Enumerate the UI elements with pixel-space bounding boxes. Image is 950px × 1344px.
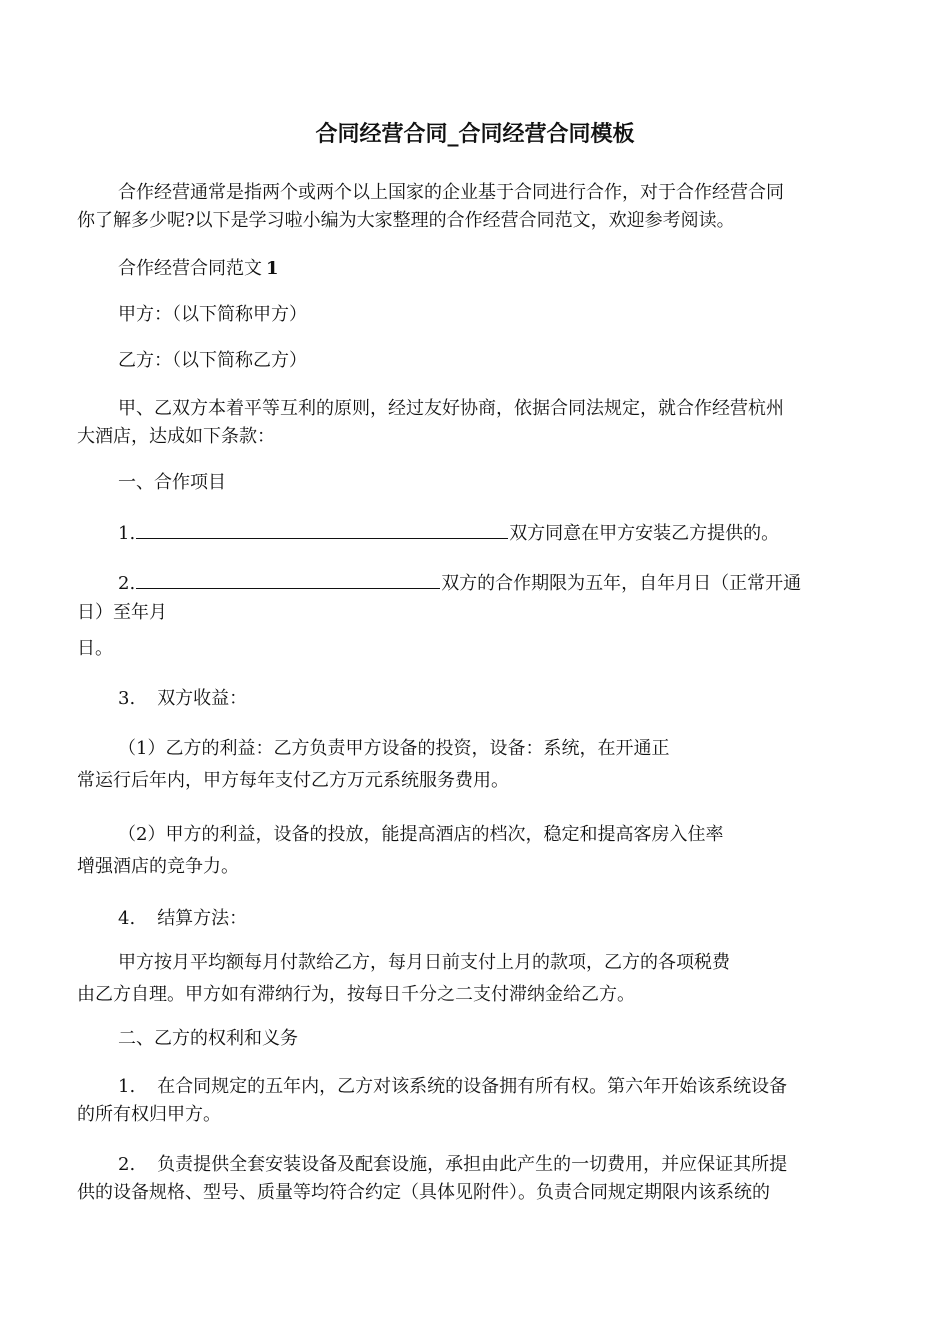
section-1-item-1: [118, 520, 779, 547]
section-1-item-2-line-2: 日）至年月: [77, 602, 167, 623]
item-text: 双方的合作期限为五年，自年月日（正常开通: [441, 573, 802, 594]
section-2-item-2-line-2: 供的设备规格、型号、质量等均符合约定（具体见附件）。负责合同规定期限内该系统的: [77, 1182, 770, 1203]
section-1-item-3: [118, 686, 247, 712]
preamble-line-2: 大酒店，达成如下条款：: [77, 426, 275, 447]
benefit-1-line-2: 常运行后年内，甲方每年支付乙方万元系统服务费用。: [77, 770, 509, 791]
fill-in-blank: [136, 570, 440, 589]
settlement-line-1: 甲方按月平均额每月付款给乙方，每月日前支付上月的款项，乙方的各项税费: [118, 952, 730, 973]
section-1-item-4: [118, 906, 247, 932]
section-1-heading: 一、合作项目: [118, 472, 226, 493]
sample-heading: [118, 256, 279, 282]
preamble-line-1: 甲、乙双方本着平等互利的原则，经过友好协商，依据合同法规定，就合作经营杭州: [118, 398, 784, 419]
sample-heading-text: 合作经营合同范文: [118, 258, 262, 279]
item-text: 负责提供全套安装设备及配套设施，承担由此产生的一切费用，并应保证其所提: [157, 1154, 788, 1175]
item-text: 双方同意在甲方安装乙方提供的。: [509, 523, 780, 544]
section-2-item-1-line-2: 的所有权归甲方。: [77, 1104, 221, 1125]
intro-line-2: 你了解多少呢?以下是学习啦小编为大家整理的合作经营合同范文，欢迎参考阅读。: [77, 210, 735, 231]
item-number: 1.: [118, 1076, 136, 1097]
item-number: 4.: [118, 908, 136, 929]
section-2-heading: 二、乙方的权利和义务: [118, 1028, 298, 1049]
item-number: 2.: [118, 573, 136, 594]
benefit-2-line-2: 增强酒店的竞争力。: [77, 856, 239, 877]
settlement-line-2: 由乙方自理。甲方如有滞纳行为，按每日千分之二支付滞纳金给乙方。: [77, 984, 635, 1005]
section-1-item-2: [118, 570, 801, 597]
document-title: 合同经营合同_合同经营合同模板: [315, 122, 635, 147]
party-b-line: 乙方：（以下简称乙方）: [118, 350, 307, 371]
benefit-1-line-1: （1）乙方的利益：乙方负责甲方设备的投资，设备：系统，在开通正: [118, 738, 670, 759]
item-text: 结算方法：: [157, 908, 248, 929]
benefit-2-line-1: （2）甲方的利益，设备的投放，能提高酒店的档次，稳定和提高客房入住率: [118, 824, 724, 845]
fill-in-blank: [136, 520, 508, 539]
section-1-item-2-line-3: 日。: [77, 638, 113, 659]
item-text: 双方收益：: [157, 688, 248, 709]
item-number: 2.: [118, 1154, 136, 1175]
item-number: 1.: [118, 523, 136, 544]
sample-heading-number: 1: [266, 258, 279, 279]
intro-line-1: 合作经营通常是指两个或两个以上国家的企业基于合同进行合作，对于合作经营合同: [118, 182, 784, 203]
item-text: 在合同规定的五年内，乙方对该系统的设备拥有所有权。第六年开始该系统设备: [157, 1076, 788, 1097]
section-2-item-1-line-1: [118, 1074, 787, 1100]
section-2-item-2-line-1: [118, 1152, 787, 1178]
item-number: 3.: [118, 688, 136, 709]
party-a-line: 甲方：（以下简称甲方）: [118, 304, 307, 325]
